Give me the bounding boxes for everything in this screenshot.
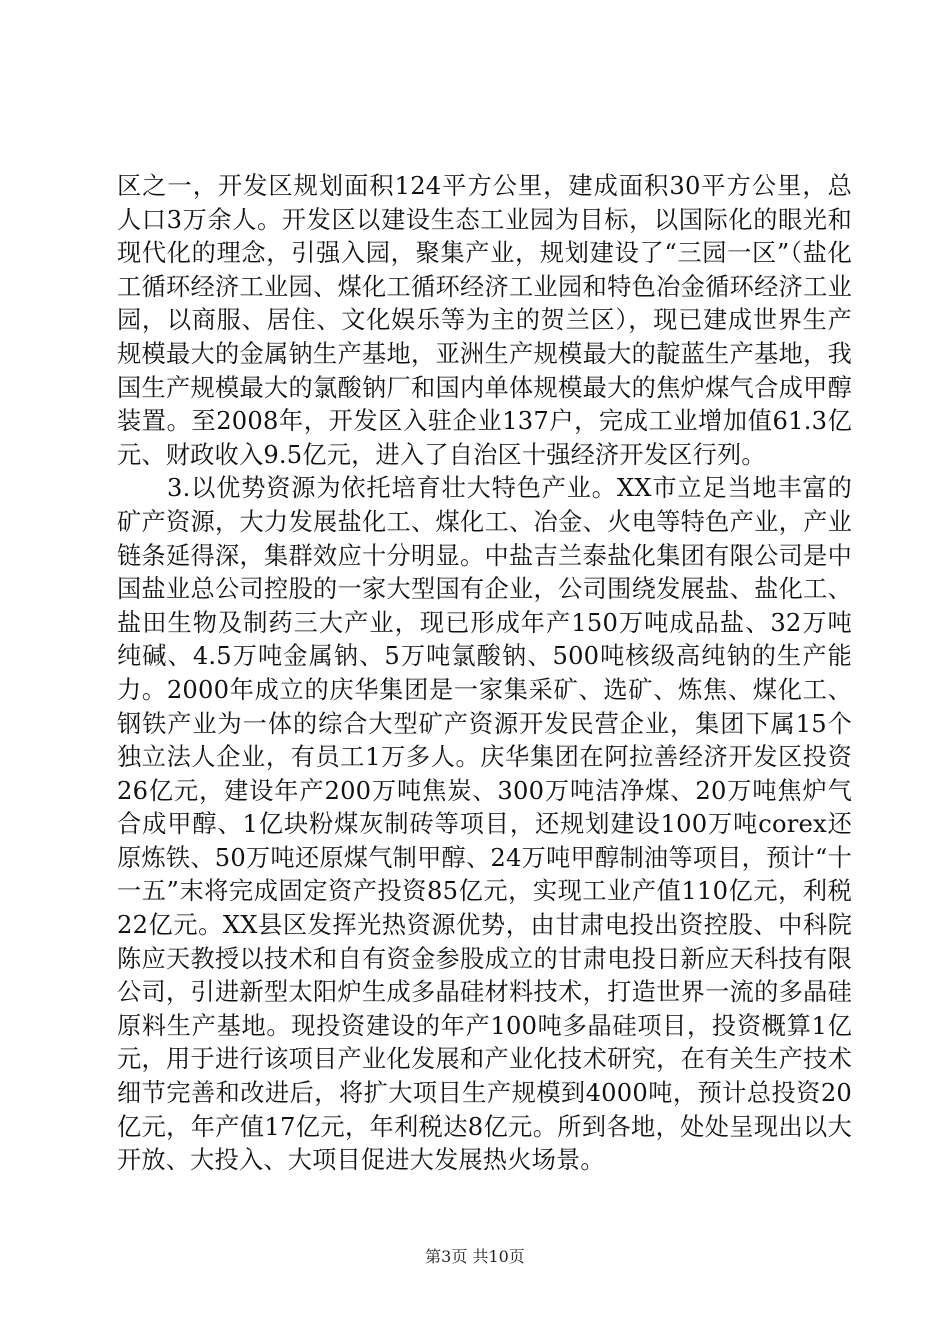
paragraph-continued: 区之一，开发区规划面积124平方公里，建成面积30平方公里，总人口3万余人。开发区以建设生态工业园为目标，以国际化的眼光和现代化的理念，引强入园，聚集产业，规划建设了“三园一区”（盐化工循环经济工业园、煤化工循环经济工业园和特色冶金循环经济工业园，以商服、居住、文化娱乐等为主的贺兰区），现已建成世界生产规模最大的金属钠生产基地，亚洲生产规模最大的靛蓝生产基地，我国生产规模最大的氯酸钠厂和国内单体规模最大的焦炉煤气合成甲醇装置。至2008年，开发区入驻企业137户，完成工业增加值61.3亿元、财政收入9.5亿元，进入了自治区十强经济开发区行列。 bbox=[117, 172, 852, 469]
body-text bbox=[117, 170, 852, 1178]
paragraph-3: 3.以优势资源为依托培育壮大特色产业。XX市立足当地丰富的矿产资源，大力发展盐化工、煤化工、冶金、火电等特色产业，产业链条延得深，集群效应十分明显。中盐吉兰泰盐化集团有限公司是中国盐业总公司控股的一家大型国有企业，公司围绕发展盐、盐化工、盐田生物及制药三大产业，现已形成年产150万吨成品盐、32万吨纯碱、4.5万吨金属钠、5万吨氯酸钠、500吨核级高纯钠的生产能力。2000年成立的庆华集团是一家集采矿、选矿、炼焦、煤化工、钢铁产业为一体的综合大型矿产资源开发民营企业，集团下属15个独立法人企业，有员工1万多人。庆华集团在阿拉善经济开发区投资26亿元，建设年产200万吨焦炭、300万吨洁净煤、20万吨焦炉气合成甲醇、1亿块粉煤灰制砖等项目，还规划建设100万吨corex还原炼铁、50万吨还原煤气制甲醇、24万吨甲醇制油等项目，预计“十一五”末将完成固定资产投资85亿元，实现工业产值110亿元，利税22亿元。XX县区发挥光热资源优势，由甘肃电投出资控股、中科院陈应天教授以技术和自有资金参股成立的甘肃电投日新应天科技有限公司，引进新型太阳炉生成多晶硅材料技术，打造世界一流的多晶硅原料生产基地。现投资建设的年产100吨多晶硅项目，投资概算1亿元，用于进行该项目产业化发展和产业化技术研究，在有关生产技术细节完善和改进后，将扩大项目生产规模到4000吨，预计总投资20亿元，年产值17亿元，年利税达8亿元。所到各地，处处呈现出以大开放、大投入、大项目促进大发展热火场景。 bbox=[117, 474, 853, 1175]
page-footer: 第3页 共10页 bbox=[425, 1247, 525, 1266]
